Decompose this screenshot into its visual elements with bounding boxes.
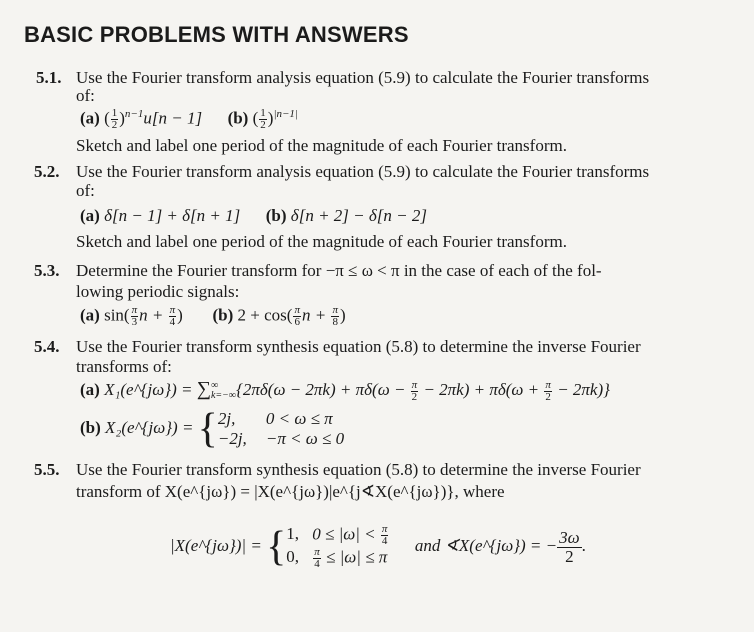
problem-text: transform of X(e^{jω}) = |X(e^{jω})|e^{j∢X(e^{jω})}, where bbox=[76, 482, 505, 501]
problem-parts: (a) ( $\frac{1}{2}$ )$^{n-1}$u[n − 1] (b) ( $\frac{1}{2}$ )$^{|n-1|}$ bbox=[80, 107, 298, 132]
problem-part-a: (a) X₁(e^{jω}) = ∑ ∞ k=−∞ {2πδ(ω − 2πk) + πδ(ω − $\frac{\pi}{2}$ − 2πk) + πδ(ω + $\frac{\pi}{2}$ − 2πk)} bbox=[80, 378, 610, 403]
problem-parts: (a) δ[n − 1] + δ[n + 1] (b) δ[n + 2] − δ[n − 2] bbox=[80, 206, 427, 225]
problem-parts: (a) sin( $\frac{\pi}{3}$ n + $\frac{\pi}{4}$ ) (b) 2 + cos( $\frac{\pi}{6}$ n + $\frac{\pi}{8}$ ) bbox=[80, 304, 346, 328]
left-brace: { bbox=[266, 524, 287, 570]
problem-closing: Sketch and label one period of the magnitude of each Fourier transform. bbox=[76, 136, 567, 155]
section-heading: BASIC PROBLEMS WITH ANSWERS bbox=[24, 22, 409, 47]
problem-number: 5.1. bbox=[36, 68, 62, 87]
left-brace: { bbox=[197, 406, 218, 452]
problem-equation: |X(e^{jω})| = { 1, 0 ≤ |ω| < $\frac{\pi}{4}$ 0, $\frac{\pi}{4}$ ≤ |ω| ≤ π and ∢X(e^{jω}) = − $\frac{3\omega}{2}$ . bbox=[170, 523, 586, 570]
problem-closing: Sketch and label one period of the magnitude of each Fourier transform. bbox=[76, 232, 567, 251]
problem-text: Use the Fourier transform analysis equation (5.9) to calculate the Fourier transforms bbox=[76, 68, 650, 87]
problem-text: lowing periodic signals: bbox=[76, 282, 240, 301]
problem-text: of: bbox=[76, 181, 95, 200]
problem-text: transforms of: bbox=[76, 357, 172, 376]
problem-text: Use the Fourier transform synthesis equation (5.8) to determine the inverse Fourier bbox=[76, 337, 641, 356]
problem-part-b: (b) X₂(e^{jω}) = { 2j, 0 < ω ≤ π −2j, −π < ω ≤ 0 bbox=[80, 406, 345, 452]
problem-text: Use the Fourier transform analysis equation (5.9) to calculate the Fourier transforms bbox=[76, 162, 650, 181]
problem-number: 5.2. bbox=[34, 162, 60, 181]
problem-number: 5.4. bbox=[34, 337, 60, 356]
problem-number: 5.5. bbox=[34, 460, 60, 479]
problem-text: Determine the Fourier transform for −π ≤ ω < π in the case of each of the fol- bbox=[76, 261, 602, 280]
problem-text: Use the Fourier transform synthesis equation (5.8) to determine the inverse Fourier bbox=[76, 460, 641, 479]
sum-symbol: ∑ bbox=[196, 378, 211, 400]
problem-number: 5.3. bbox=[34, 261, 60, 280]
problem-text: of: bbox=[76, 86, 95, 105]
